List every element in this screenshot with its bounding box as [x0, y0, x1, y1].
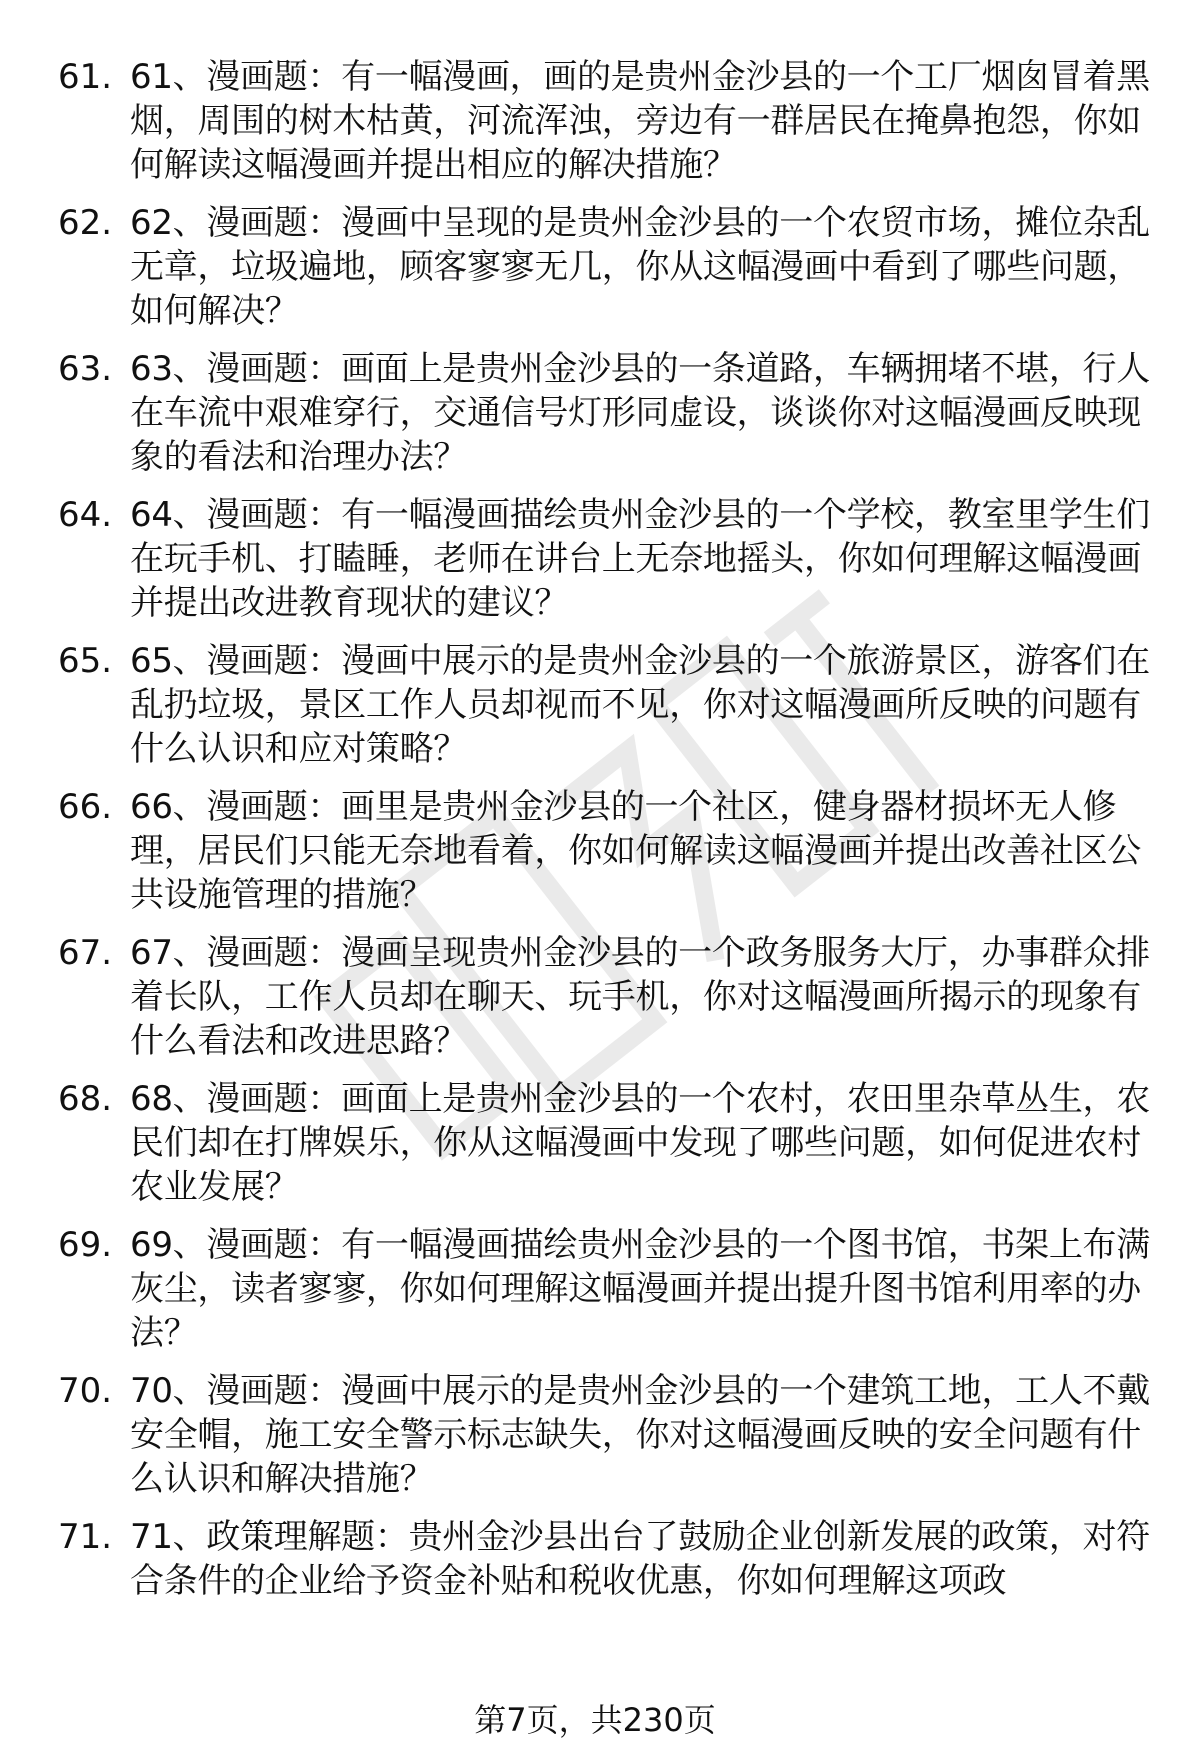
- question-number: 66.: [58, 787, 113, 827]
- question-item: [58, 1369, 1158, 1501]
- question-number: 67.: [58, 933, 113, 973]
- question-text: 67、漫画题：漫画呈现贵州金沙县的一个政务服务大厅，办事群众排着长队，工作人员却在聊天、玩手机，你对这幅漫画所揭示的现象有什么看法和改进思路？: [130, 933, 1150, 1061]
- question-text: 68、漫画题：画面上是贵州金沙县的一个农村，农田里杂草丛生，农民们却在打牌娱乐，你从这幅漫画中发现了哪些问题，如何促进农村农业发展？: [130, 1079, 1150, 1207]
- question-number: 71.: [58, 1517, 113, 1557]
- question-item: [58, 931, 1158, 1063]
- question-text: 63、漫画题：画面上是贵州金沙县的一条道路，车辆拥堵不堪，行人在车流中艰难穿行，交通信号灯形同虚设，谈谈你对这幅漫画反映现象的看法和治理办法？: [130, 349, 1150, 477]
- question-text: 66、漫画题：画里是贵州金沙县的一个社区，健身器材损坏无人修理，居民们只能无奈地看着，你如何解读这幅漫画并提出改善社区公共设施管理的措施？: [130, 787, 1141, 915]
- question-item: [58, 785, 1158, 917]
- question-item: [58, 493, 1158, 625]
- question-item: [58, 1223, 1158, 1355]
- question-number: 62.: [58, 203, 113, 243]
- question-number: 65.: [58, 641, 113, 681]
- question-text: 71、政策理解题：贵州金沙县出台了鼓励企业创新发展的政策，对符合条件的企业给予资金补贴和税收优惠，你如何理解这项政: [130, 1517, 1150, 1601]
- question-number: 68.: [58, 1079, 113, 1119]
- question-text: 70、漫画题：漫画中展示的是贵州金沙县的一个建筑工地，工人不戴安全帽，施工安全警示标志缺失，你对这幅漫画反映的安全问题有什么认识和解决措施？: [130, 1371, 1150, 1499]
- question-number: 64.: [58, 495, 113, 535]
- question-text: 61、漫画题：有一幅漫画，画的是贵州金沙县的一个工厂烟囱冒着黑烟，周围的树木枯黄，河流浑浊，旁边有一群居民在掩鼻抱怨，你如何解读这幅漫画并提出相应的解决措施？: [130, 57, 1150, 185]
- question-item: [58, 1077, 1158, 1209]
- question-text: 65、漫画题：漫画中展示的是贵州金沙县的一个旅游景区，游客们在乱扔垃圾，景区工作人员却视而不见，你对这幅漫画所反映的问题有什么认识和应对策略？: [130, 641, 1150, 769]
- question-number: 63.: [58, 349, 113, 389]
- question-item: [58, 55, 1158, 187]
- question-text: 62、漫画题：漫画中呈现的是贵州金沙县的一个农贸市场，摊位杂乱无章，垃圾遍地，顾客寥寥无几，你从这幅漫画中看到了哪些问题，如何解决？: [130, 203, 1150, 331]
- page-footer: 第7页，共230页: [474, 1701, 716, 1739]
- question-number: 70.: [58, 1371, 113, 1411]
- question-list: [58, 55, 1158, 1617]
- question-number: 61.: [58, 57, 113, 97]
- question-text: 69、漫画题：有一幅漫画描绘贵州金沙县的一个图书馆，书架上布满灰尘，读者寥寥，你如何理解这幅漫画并提出提升图书馆利用率的办法？: [130, 1225, 1150, 1353]
- question-item: [58, 347, 1158, 479]
- question-item: [58, 201, 1158, 333]
- question-item: [58, 639, 1158, 771]
- question-text: 64、漫画题：有一幅漫画描绘贵州金沙县的一个学校，教室里学生们在玩手机、打瞌睡，老师在讲台上无奈地摇头，你如何理解这幅漫画并提出改进教育现状的建议？: [130, 495, 1150, 623]
- question-number: 69.: [58, 1225, 113, 1265]
- question-item: [58, 1515, 1158, 1603]
